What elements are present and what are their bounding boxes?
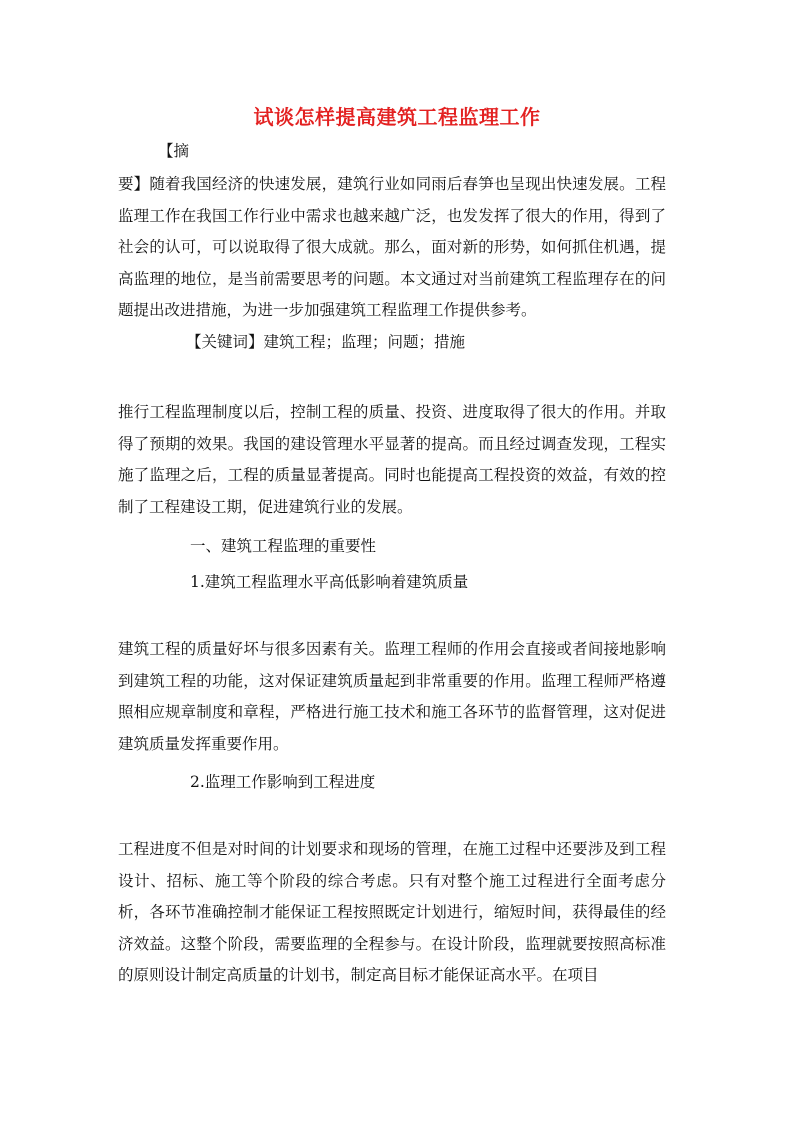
abstract-heading: 【摘 xyxy=(158,142,190,160)
document-title: 试谈怎样提高建筑工程监理工作 xyxy=(253,105,541,129)
abstract-paragraph: 要】随着我国经济的快速发展，建筑行业如同雨后春笋也呈现出快速发展。工程监理工作在我国工作行业中需求也越来越广泛，也发发挥了很大的作用，得到了社会的认可，可以说取得了很大成就。那么，面对新的形势，如何抓住机遇，提高监理的地位，是当前需要思考的问题。本文通过对当前建筑工程监理存在的问题提出改进措施，为进一步加强建筑工程监理工作提供参考。 xyxy=(118,175,666,319)
subsection-heading-1: 1.建筑工程监理水平高低影响着建筑质量 xyxy=(190,573,469,591)
section-heading-1: 一、建筑工程监理的重要性 xyxy=(190,537,377,555)
subsection-heading-2: 2.监理工作影响到工程进度 xyxy=(190,773,376,791)
section1-paragraph-1: 建筑工程的质量好坏与很多因素有关。监理工程师的作用会直接或者间接地影响到建筑工程的功能，这对保证建筑质量起到非常重要的作用。监理工程师严格遵照相应规章制度和章程，严格进行施工技术和施工各环节的监督管理，这对促进建筑质量发挥重要作用。 xyxy=(118,640,666,753)
section1-paragraph-2: 工程进度不但是对时间的计划要求和现场的管理，在施工过程中还要涉及到工程设计、招标、施工等个阶段的综合考虑。只有对整个施工过程进行全面考虑分析，各环节准确控制才能保证工程按照既定计划进行，缩短时间，获得最佳的经济效益。这整个阶段，需要监理的全程参与。在设计阶段，监理就要按照高标准的原则设计制定高质量的计划书，制定高目标才能保证高水平。在项目 xyxy=(118,840,666,984)
intro-paragraph: 推行工程监理制度以后，控制工程的质量、投资、进度取得了很大的作用。并取得了预期的效果。我国的建设管理水平显著的提高。而且经过调查发现，工程实施了监理之后，工程的质量显著提高。同时也能提高工程投资的效益，有效的控制了工程建设工期，促进建筑行业的发展。 xyxy=(118,403,666,516)
keywords-line: 【关键词】建筑工程；监理；问题；措施 xyxy=(186,333,466,351)
